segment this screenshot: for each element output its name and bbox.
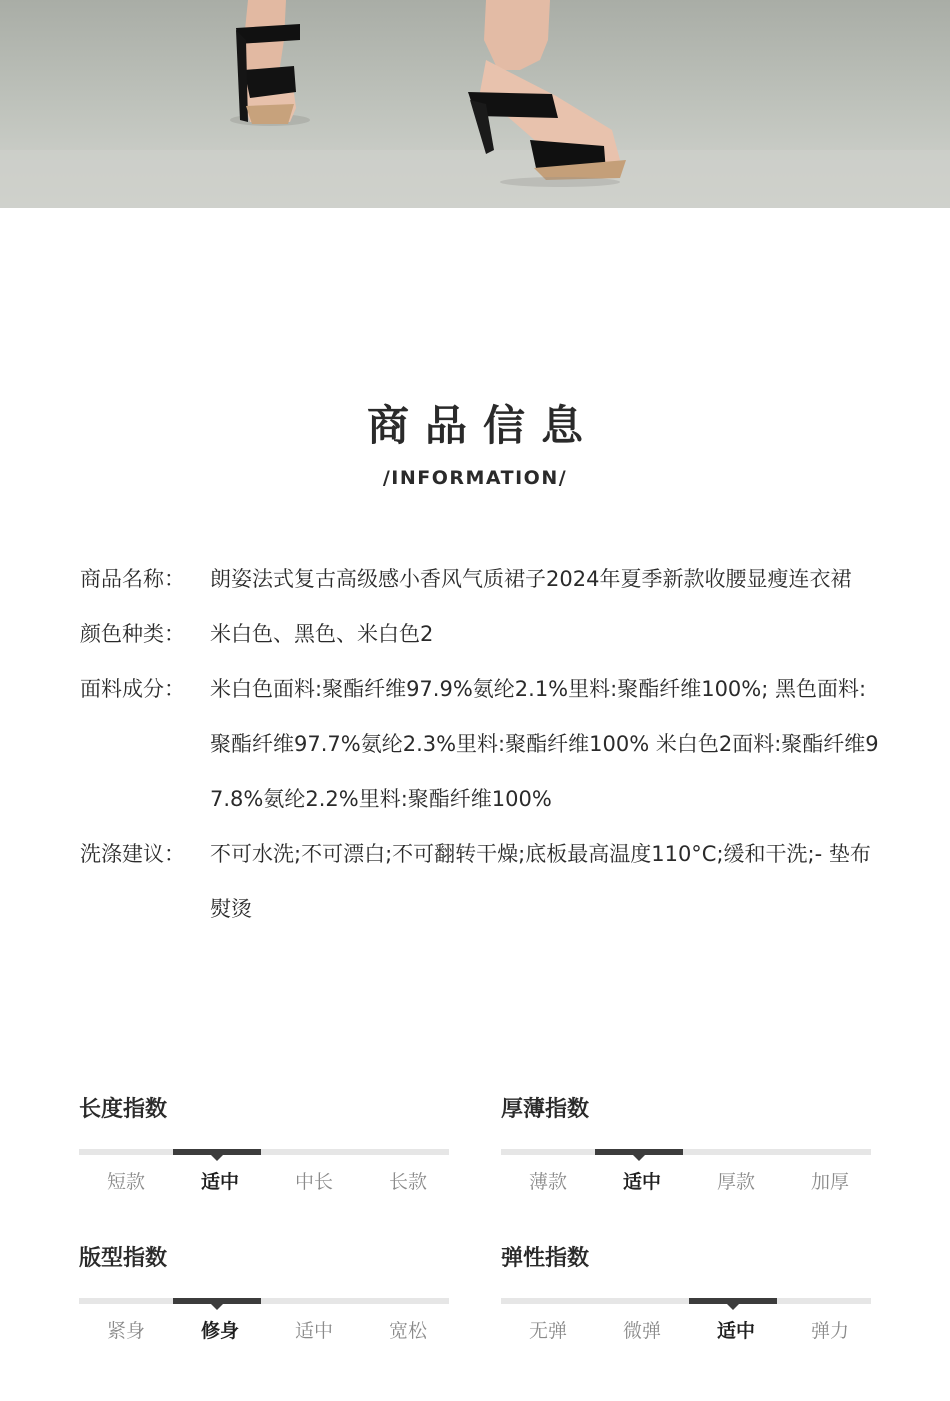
index-title: 长度指数 bbox=[79, 1097, 168, 1122]
fit-index bbox=[79, 1244, 451, 1344]
index-option: 加厚 bbox=[810, 1171, 849, 1193]
index-indicator bbox=[173, 1149, 261, 1155]
index-indicator bbox=[689, 1298, 777, 1304]
product-info-list bbox=[80, 552, 880, 937]
info-value: 米白色面料:聚酯纤维97.9%氨纶2.1%里料:聚酯纤维100%; 黑色面料:聚酯纤维97.7%氨纶2.3%里料:聚酯纤维100% 米白色2面料:聚酯纤维97.8%氨纶2.2%里料:聚酯纤维100% bbox=[210, 677, 879, 811]
info-row-fabric bbox=[80, 662, 880, 827]
index-option: 修身 bbox=[200, 1320, 239, 1342]
index-option: 微弹 bbox=[622, 1320, 661, 1342]
info-label: 商品名称： bbox=[80, 567, 185, 591]
product-photo bbox=[0, 0, 950, 208]
index-options bbox=[501, 1318, 877, 1344]
thickness-index bbox=[501, 1095, 873, 1195]
sandals-illustration bbox=[0, 0, 950, 208]
index-option: 中长 bbox=[294, 1171, 333, 1193]
index-option: 紧身 bbox=[106, 1320, 145, 1342]
info-label: 颜色种类： bbox=[80, 622, 185, 646]
index-option: 短款 bbox=[106, 1171, 145, 1193]
index-bar bbox=[501, 1149, 871, 1155]
indicator-pointer-icon bbox=[211, 1304, 223, 1310]
info-row-colors bbox=[80, 607, 880, 662]
index-indicator bbox=[173, 1298, 261, 1304]
index-option: 适中 bbox=[294, 1320, 333, 1342]
indicator-pointer-icon bbox=[727, 1304, 739, 1310]
info-row-name bbox=[80, 552, 880, 607]
index-title: 版型指数 bbox=[79, 1246, 168, 1271]
info-value: 不可水洗;不可漂白;不可翻转干燥;底板最高温度110°C;缓和干洗;- 垫布熨烫 bbox=[210, 842, 871, 921]
length-index bbox=[79, 1095, 451, 1195]
index-bar bbox=[501, 1298, 871, 1304]
index-option: 适中 bbox=[622, 1171, 661, 1193]
index-bar bbox=[79, 1298, 449, 1304]
index-options bbox=[79, 1169, 455, 1195]
index-title: 厚薄指数 bbox=[501, 1097, 590, 1122]
info-value: 米白色、黑色、米白色2 bbox=[210, 622, 434, 646]
index-option: 适中 bbox=[716, 1320, 755, 1342]
section-title: 商品信息 bbox=[366, 401, 599, 450]
index-option: 无弹 bbox=[528, 1320, 567, 1342]
indicator-pointer-icon bbox=[633, 1155, 645, 1161]
index-options bbox=[501, 1169, 877, 1195]
index-option: 厚款 bbox=[716, 1171, 755, 1193]
info-row-care bbox=[80, 827, 880, 937]
elasticity-index bbox=[501, 1244, 873, 1344]
index-option: 宽松 bbox=[388, 1320, 427, 1342]
info-label: 洗涤建议： bbox=[80, 842, 185, 866]
index-options bbox=[79, 1318, 455, 1344]
index-title: 弹性指数 bbox=[501, 1246, 590, 1271]
index-option: 适中 bbox=[200, 1171, 239, 1193]
indicator-pointer-icon bbox=[211, 1155, 223, 1161]
section-subtitle: /INFORMATION/ bbox=[382, 467, 568, 489]
info-label: 面料成分： bbox=[80, 677, 185, 701]
index-bar bbox=[79, 1149, 449, 1155]
info-value: 朗姿法式复古高级感小香风气质裙子2024年夏季新款收腰显瘦连衣裙 bbox=[210, 567, 852, 591]
index-option: 长款 bbox=[388, 1171, 427, 1193]
index-indicator bbox=[595, 1149, 683, 1155]
index-option: 薄款 bbox=[528, 1171, 567, 1193]
index-option: 弹力 bbox=[810, 1320, 849, 1342]
